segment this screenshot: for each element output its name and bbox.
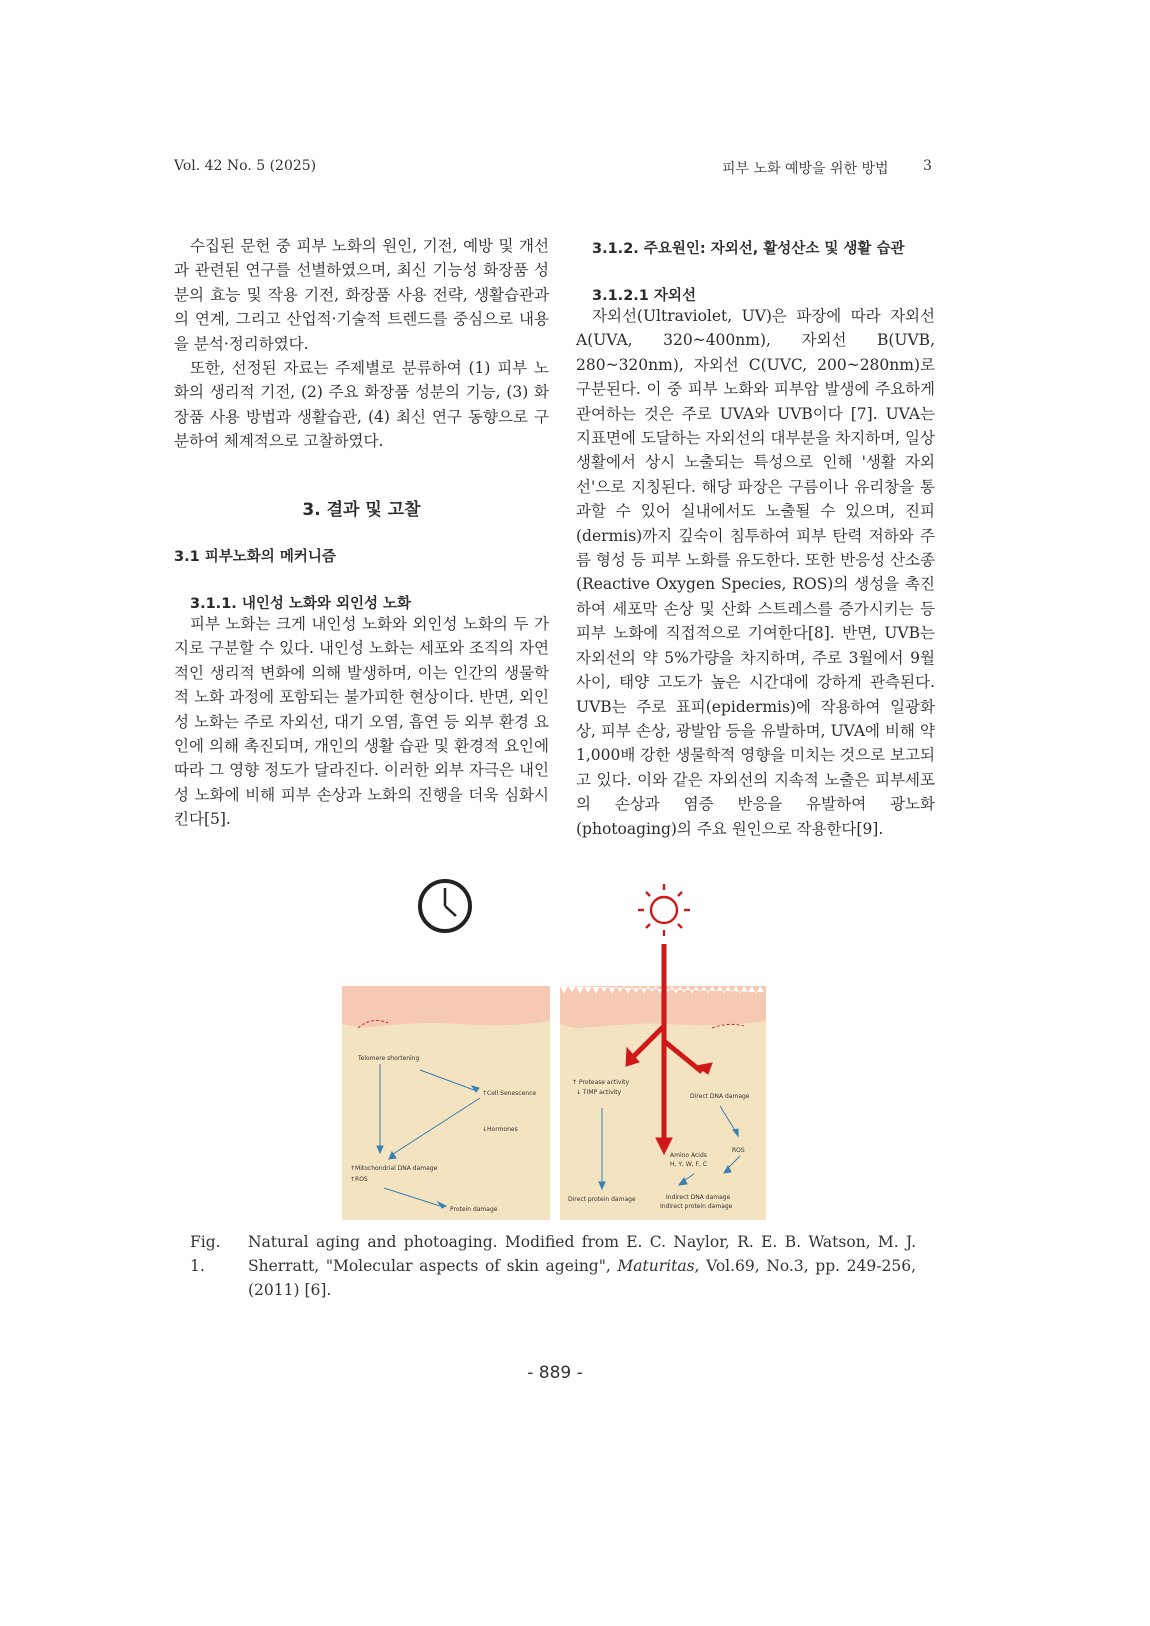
body-3-1-1: [174, 612, 549, 832]
indirect-protein-label: Indirect protein damage: [660, 1203, 733, 1210]
clock-icon: [420, 881, 470, 931]
sun-icon: [638, 884, 690, 936]
right-ros-label: ROS: [732, 1147, 745, 1154]
subsection-3-1-1: 3.1.1. 내인성 노화와 외인성 노화: [190, 596, 412, 612]
figure-caption: [248, 1230, 916, 1302]
protein-damage-label: Protein damage: [450, 1206, 498, 1213]
section-title: 3. 결과 및 고찰: [302, 500, 421, 520]
journal-volume: Vol. 42 No. 5 (2025): [174, 158, 317, 174]
intro-paragraph-2: 또한, 선정된 자료는 주제별로 분류하여 (1) 피부 노화의 생리적 기전, (2) 주요 화장품 성분의 기능, (3) 화장품 사용 방법과 생활습관, (4) 최신 연구 동향으로 구분하여 체계적으로 고찰하였다.: [174, 359, 549, 451]
photoaging-panel: [560, 944, 766, 1220]
figure-1: [340, 876, 770, 1222]
subsection-3-1-2: 3.1.2. 주요원인: 자외선, 활성산소 및 생활 습관: [592, 241, 905, 257]
indirect-dna-label: Indirect DNA damage: [666, 1194, 731, 1201]
body-3-1-1-text: 피부 노화는 크게 내인성 노화와 외인성 노화의 두 가지로 구분할 수 있다. 내인성 노화는 세포와 조직의 자연적인 생리적 변화에 의해 발생하며, 이는 인간의 생물학적 노화 과정에 포함되는 불가피한 현상이다. 반면, 외인성 노화는 주로 자외선, 대기 오염, 흡연 등 외부 환경 요인에 의해 촉진되며, 개인의 생활 습관 및 환경적 요인에 따라 그 영향 정도가 달라진다. 이러한 외부 자극은 내인성 노화에 비해 피부 손상과 노화의 진행을 더욱 심화시킨다[5].: [174, 615, 549, 829]
running-title: 피부 노화 예방을 위한 방법: [722, 161, 889, 177]
mito-dna-label: ↑Mitochondrial DNA damage: [350, 1165, 438, 1172]
direct-protein-label: Direct protein damage: [568, 1196, 636, 1203]
hormones-label: ↓Hormones: [482, 1126, 518, 1133]
header-page-number: 3: [923, 158, 932, 174]
direct-dna-label: Direct DNA damage: [690, 1093, 750, 1100]
intro-paragraph-1: 수집된 문헌 중 피부 노화의 원인, 기전, 예방 및 개선과 관련된 연구를 선별하였으며, 최신 기능성 화장품 성분의 효능 및 작용 기전, 화장품 사용 전략, 생활습관과의 연계, 그리고 산업적·기술적 트렌드를 중심으로 내용을 분석·정리하였다.: [174, 237, 549, 353]
cell-senescence-label: ↑Cell Senescence: [482, 1090, 537, 1097]
telomere-label: Telomere shortening: [358, 1055, 420, 1062]
caption-text-2: , Vol.69, No.3, pp. 249-256, (2011) [6].: [248, 1257, 916, 1299]
natural-aging-panel: [342, 986, 550, 1220]
body-3-1-2-1: [576, 304, 935, 841]
caption-journal: Maturitas: [617, 1257, 695, 1275]
timp-label: ↓ TIMP activity: [576, 1089, 622, 1096]
page-number: - 889 -: [527, 1363, 583, 1383]
amino-list-label: H, Y, W, F, C: [670, 1161, 708, 1168]
amino-acids-label: Amino Acids: [670, 1152, 707, 1159]
left-column: [174, 234, 549, 454]
subsection-3-1: 3.1 피부노화의 메커니즘: [174, 549, 336, 565]
figure-caption-label: Fig. 1.: [190, 1233, 221, 1275]
body-3-1-2-1-text: 자외선(Ultraviolet, UV)은 파장에 따라 자외선 A(UVA, 320~400nm), 자외선 B(UVB, 280~320nm), 자외선 C(UVC, 200~280nm)로 구분된다. 이 중 피부 노화와 피부암 발생에 주요하게 관여하는 것은 주로 UVA와 UVB이다 [7]. UVA는 지표면에 도달하는 자외선의 대부분을 차지하며, 일상생활에서 상시 노출되는 특성으로 인해 '생활 자외선'으로 지칭된다. 해당 파장은 구름이나 유리창을 통과할 수 있어 실내에서도 노출될 수 있으며, 진피(dermis)까지 깊숙이 침투하여 피부 탄력 저하와 주름 형성 등 피부 노화를 유도한다. 또한 반응성 산소종(Reactive Oxygen Species, ROS)의 생성을 촉진하여 세포막 손상 및 산화 스트레스를 증가시키는 등 피부 노화에 직접적으로 기여한다[8]. 반면, UVB는 자외선의 약 5%가량을 차지하며, 주로 3월에서 9월 사이, 태양 고도가 높은 시간대에 강하게 관측된다. UVB는 주로 표피(epidermis)에 작용하여 일광화상, 피부 손상, 광발암 등을 유발하며, UVA에 비해 약 1,000배 강한 생물학적 영향을 미치는 것으로 보고되고 있다. 이와 같은 자외선의 지속적 노출은 피부세포의 손상과 염증 반응을 유발하여 광노화(photoaging)의 주요 원인으로 작용한다[9].: [576, 307, 935, 838]
protease-label: ↑ Protease activity: [572, 1079, 630, 1086]
subsection-3-1-2-1: 3.1.2.1 자외선: [592, 288, 696, 304]
left-ros-label: ↑ROS: [350, 1176, 368, 1183]
caption-text-1: Natural aging and photoaging. Modified from E. C. Naylor, R. E. B. Watson, M. J. Sherratt, "Molecular aspects of skin ageing",: [248, 1233, 916, 1275]
